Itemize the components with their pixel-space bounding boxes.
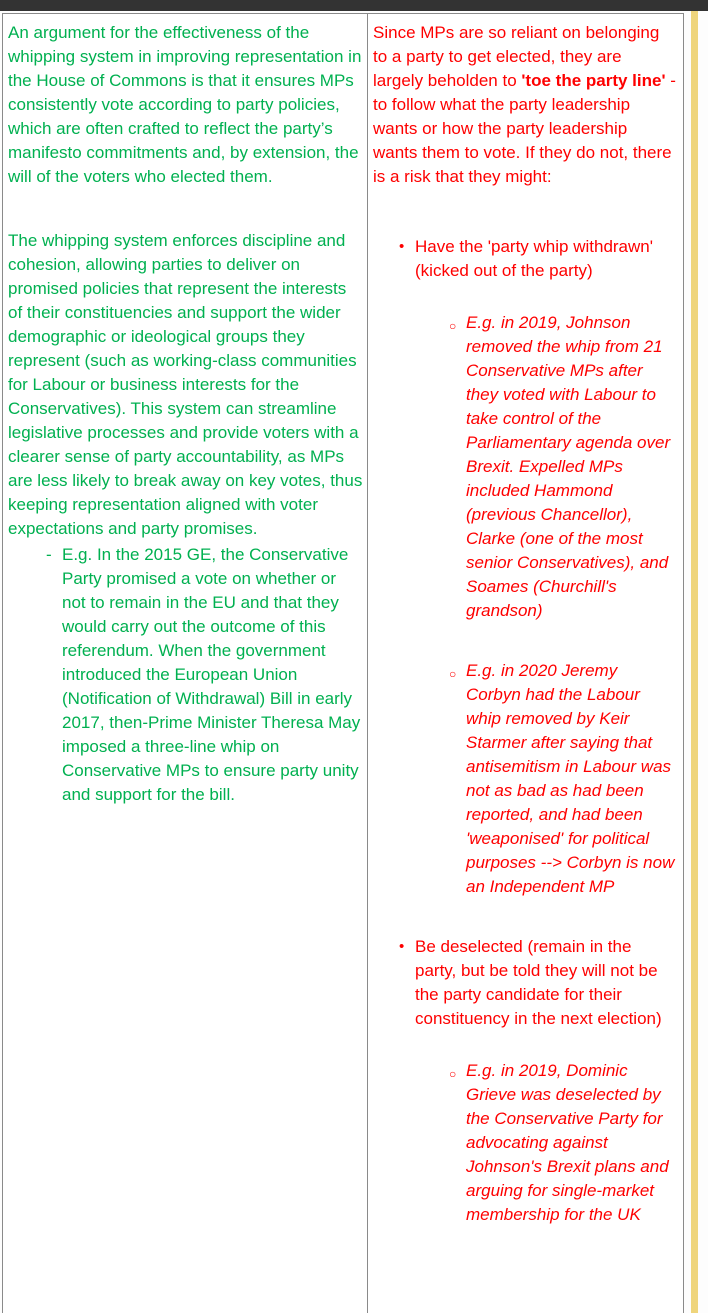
- example-grieve-2019: [449, 1059, 678, 1227]
- intro-text-after-bold: - to follow what the party leadership wants or how the party leadership wants them to vote. If they do not, there is a risk that they might:: [373, 71, 676, 186]
- bullet-deselected-text: Be deselected (remain in the party, but be told they will not be the party candidate for their constituency in the next election): [415, 937, 662, 1028]
- example-2015-ge-text: E.g. In the 2015 GE, the Conservative Party promised a vote on whether or not to remain in the EU and that they would carry out the outcome of this referendum. When the government introduced the European Union (Notification of Withdrawal) Bill in early 2017, then-Prime Minister Theresa May imposed a three-line whip on Conservative MPs to ensure party unity and support for the bill.: [62, 545, 361, 804]
- intro-text-before-bold: Since MPs are so reliant on belonging to a party to get elected, they are largely beholden to: [373, 23, 660, 90]
- notes-table: [2, 13, 684, 1313]
- table-cell-arguments-against: [368, 14, 683, 1313]
- window-top-bar: [0, 0, 708, 11]
- paragraph-toe-party-line: [373, 21, 678, 189]
- bullet-whip-withdrawn-text: Have the 'party whip withdrawn' (kicked out of the party): [415, 237, 653, 280]
- example-johnson-2019-text: E.g. in 2019, Johnson removed the whip from 21 Conservative MPs after they voted with Labour to take control of the Parliamentary agenda over Brexit. Expelled MPs included Hammond (previous Chancellor), Clarke (one of the most senior Conservatives), and Soames (Churchill's grandson): [466, 313, 671, 620]
- example-corbyn-2020-text: E.g. in 2020 Jeremy Corbyn had the Labour whip removed by Keir Starmer after saying that antisemitism in Labour was not as bad as had been reported, and had been 'weaponised' for political purposes --> Corbyn is now an Independent MP: [466, 661, 675, 896]
- dash-bullet-icon: -: [46, 545, 52, 564]
- bullet-whip-withdrawn: [399, 235, 678, 283]
- paragraph-effectiveness-argument: An argument for the effectiveness of the whipping system in improving representation in the House of Commons is that it ensures MPs consistently vote according to party policies, which are often crafted to reflect the party’s manifesto commitments and, by extension, the will of the voters who elected them.: [8, 23, 362, 186]
- example-corbyn-2020: [449, 659, 678, 899]
- circle-bullet-icon: ○: [449, 667, 457, 681]
- paragraph-discipline-cohesion: The whipping system enforces discipline and cohesion, allowing parties to deliver on promised policies that represent the interests of their constituencies and support the wider demographic or ideological groups they represent (such as working-class communities for Labour or business interests for the Conservatives). This system can streamline legislative processes and provide voters with a clearer sense of party accountability, as MPs are less likely to break away on key votes, thus keeping representation aligned with voter expectations and party promises.: [8, 231, 363, 538]
- bullet-icon: •: [399, 238, 405, 255]
- example-johnson-2019: [449, 311, 678, 623]
- bullet-deselected: [399, 935, 678, 1031]
- circle-bullet-icon: ○: [449, 1067, 457, 1081]
- intro-bold-toe-the-party-line: 'toe the party line': [521, 71, 666, 90]
- page-edge-accent-strip: [691, 11, 698, 1313]
- circle-bullet-icon: ○: [449, 319, 457, 333]
- example-2015-ge: [8, 543, 363, 807]
- bullet-icon: •: [399, 938, 405, 955]
- example-grieve-2019-text: E.g. in 2019, Dominic Grieve was deselected by the Conservative Party for advocating against Johnson's Brexit plans and arguing for single-market membership for the UK: [466, 1061, 669, 1224]
- table-cell-arguments-for: [3, 14, 368, 1313]
